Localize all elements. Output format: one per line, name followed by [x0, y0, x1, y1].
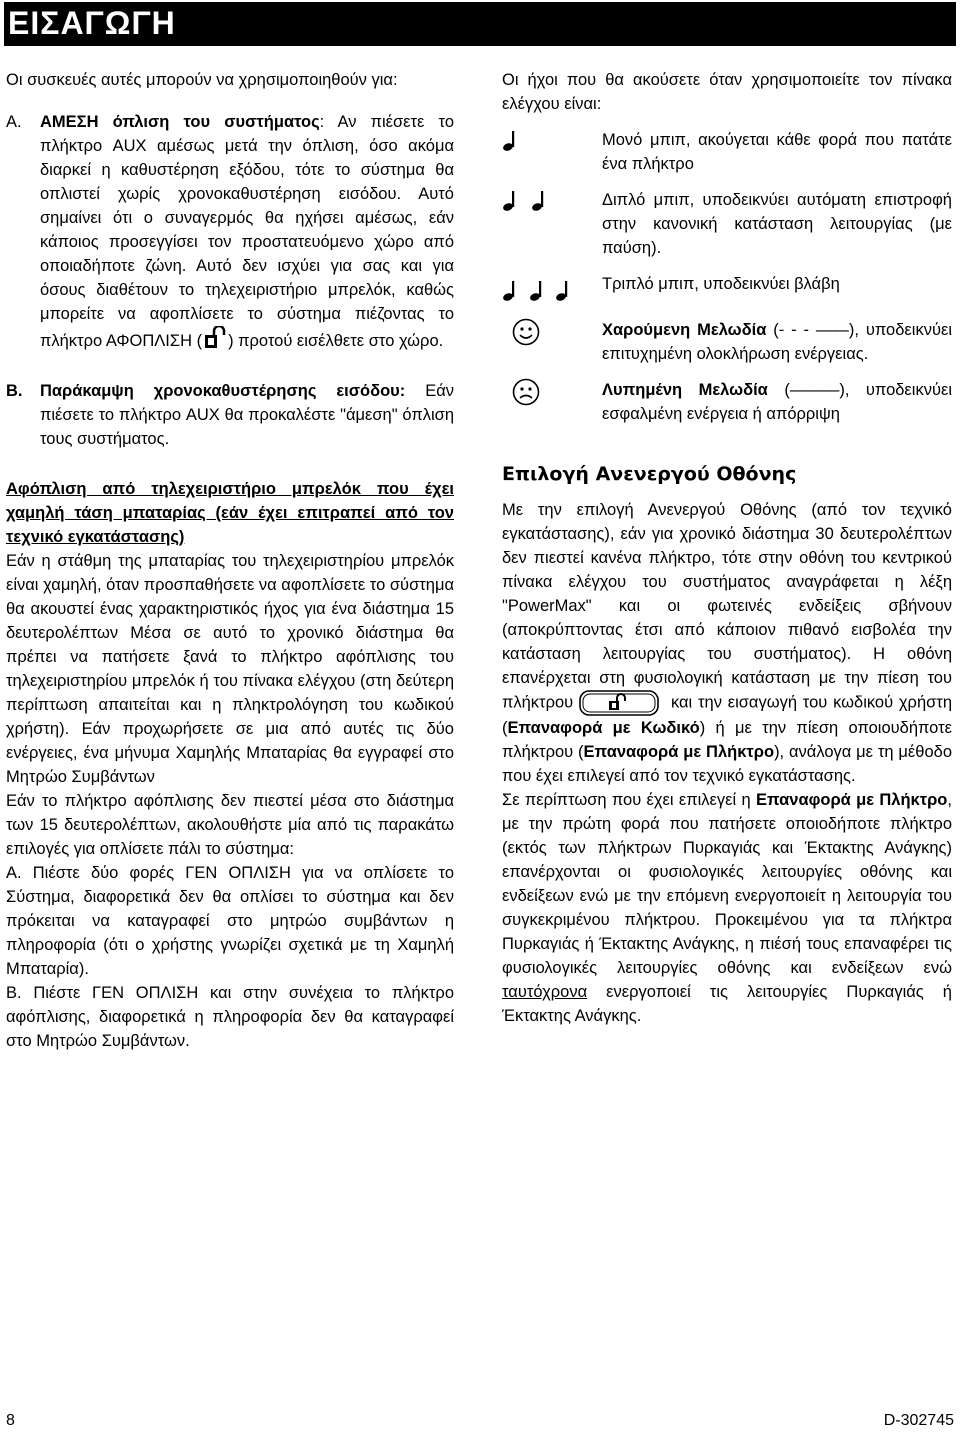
left-intro: Οι συσκευές αυτές μπορούν να χρησιμοποιηθούν για: [6, 71, 398, 89]
double-note-icon [502, 188, 602, 212]
item-a-text: : Αν πιέσετε το πλήκτρο AUX αμέσως μετά την όπλιση, όσο ακόμα διαρκεί η καθυστέρηση εξόδου, τότε το σύστημα θα οπλιστεί χωρίς χρονοκαθυστέρηση εισόδου. Αυτό σημαίνει ότι ο συναγερμός θα ηχήσει αμέσως, εάν κάποιος προσεγγίσει τον προστατευόμενο χώρο από οποιαδήποτε ζώνη. Αυτό δεν ισχύει για σας και για όσους διαθέτουν το τηλεχειριστήριο μπρελόκ, καθώς μπορείτε να αφοπλίσετε το σύστημα πιέζοντας το πλήκτρο ΑΦΟΠΛΙΣΗ ( [40, 113, 454, 350]
section-paragraph-1: Εάν η στάθμη της μπαταρίας του τηλεχειριστηρίου μπρελόκ είναι χαμηλή, όταν προσπαθήσετε να αφοπλίσετε το σύστημα θα ακουστεί ένας χαρακτηριστικός ήχος για ένα διάστημα 15 δευτερολέπτων Μέσα σε αυτό το χρονικό διάστημα θα πρέπει να πατήσετε ξανά το πλήκτρο αφόπλισης του τηλεχειριστηρίου μπρελόκ ή του πίνακα ελέγχου (στη δεύτερη περίπτωση απαιτείται και η πληκτρολόγηση του κωδικού χρήστη). Εάν προχωρήσετε σε μια από αυτές τις δύο ενέργειες, ένα μήνυμα Χαμηλής Μπαταρίας θα εγγραφεί στο Μητρώο Συμβάντων [6, 552, 454, 786]
left-column [6, 68, 454, 1053]
item-a-letter: Α. [6, 113, 22, 131]
item-b-text: Εάν πιέσετε το πλήκτρο AUX θα προκαλέστε "άμεση" όπλιση τους συστήματος. [40, 382, 454, 448]
sad-melody-label: Λυπημένη Μελωδία [602, 381, 768, 399]
item-a-bold: ΑΜΕΣΗ όπλιση του συστήματος [40, 113, 320, 131]
happy-face-icon [512, 318, 540, 346]
blank-display-paragraph-2: Σε περίπτωση που έχει επιλεγεί η Επαναφορά με Πλήκτρο, με την πρώτη φορά που πατήσετε οποιοδήποτε πλήκτρο (εκτός των πλήκτρων Πυρκαγιάς και Έκτακτης Ανάγκης) επανέρχονται οι φυσιολογικές λειτουργίες οθόνης και ενδείξεων ενώ με την επόμενη ενεργοποιείτ η λειτουργία του συγκεκριμένου πλήκτρου. Προκειμένου για τα πλήκτρα Πυρκαγιάς ή Έκτακτης Ανάγκης, η πιέσή τους επαναφέρει τις φυσιολογικές λειτουργίες οθόνης και ενδείξεων ενώ ταυτόχρονα ενεργοποιεί τις λειτουργίες Πυρκαγιάς ή Έκτακτης Ανάγκης. [502, 791, 952, 1025]
sad-face-icon [512, 378, 540, 406]
document-code: D-302745 [883, 1412, 954, 1429]
item-a [6, 110, 454, 353]
disarm-key-icon [579, 690, 659, 716]
single-beep-row [502, 128, 952, 176]
triple-beep-row [502, 272, 952, 302]
item-b-bold: Παράκαμψη χρονοκαθυστέρησης εισόδου: [40, 382, 406, 400]
triple-note-icon [502, 272, 602, 302]
happy-melody-row [502, 318, 952, 366]
page-number: 8 [6, 1412, 15, 1429]
option-b: Β. Πιέστε ΓΕΝ ΟΠΛΙΣΗ και στην συνέχεια το πλήκτρο αφόπλισης, διαφορετικά η πληροφορία δεν θα καταγραφεί στο Μητρώο Συμβάντων. [6, 984, 454, 1050]
right-column [502, 68, 952, 1028]
page-title: ΕΙΣΑΓΩΓΗ [8, 5, 176, 41]
blank-display-paragraph-1: Με την επιλογή Ανενεργού Οθόνης (από τον τεχνικό εγκατάστασης), εάν για χρονικό διάστημα 30 δευτερολέπτων δεν πιεστεί κανένα πλήκτρο, τότε στην οθόνη του κεντρικού πίνακα ελέγχου του συστήματος αναγράφεται η λέξη "PowerMax" και οι φωτεινές ενδείξεις σβήνουν (αποκρύπτοντας έτσι από κάποιον πιθανό εισβολέα την κατάσταση λειτουργίας του συστήματος). Η οθόνη επανέρχεται στη φυσιολογική κατάσταση με την πίεση του πλήκτρου και την εισαγωγή του κωδικού χρήστη (Επαναφορά με Κωδικό) ή με την πίεση οποιουδήποτε πλήκτρου (Επαναφορά με Πλήκτρο), ανάλογα με τη μέθοδο που έχει επιλεγεί από τον τεχνικό εγκατάστασης. [502, 501, 952, 785]
section-paragraph-2: Εάν το πλήκτρο αφόπλισης δεν πιεστεί μέσα στο διάστημα των 15 δευτερολέπτων, ακολουθήστε μία από τις παρακάτω επιλογές για οπλίσετε πάλι το σύστημα: [6, 792, 454, 858]
option-a: Α. Πιέστε δύο φορές ΓΕΝ ΟΠΛΙΣΗ για να οπλίσετε το Σύστημα, διαφορετικά δεν θα οπλίσει το σύστημα και δεν πρόκειται να καταγραφεί στο μητρώο συμβάντων η πληροφορία (ότι ο χρήστης γνωρίζει σχετικά με τη Χαμηλή Μπαταρία). [6, 864, 454, 978]
sad-melody-row [502, 378, 952, 426]
item-b-letter: Β. [6, 382, 23, 400]
blank-display-heading: Επιλογή Ανενεργού Οθόνης [502, 463, 797, 485]
title-bar [4, 2, 956, 46]
sad-melody-text: (———), υποδεικνύει εσφαλμένη ενέργεια ή απόρριψη [602, 381, 952, 423]
happy-melody-text: (- - - ——), υποδεικνύει επιτυχημένη ολοκλήρωση ενέργειας. [602, 321, 952, 363]
item-a-text-end: ) προτού εισέλθετε στο χώρο. [228, 332, 444, 350]
disarm-key-icon [204, 326, 226, 350]
single-beep-text: Μονό μπιπ, ακούγεται κάθε φορά που πατάτε ένα πλήκτρο [602, 131, 952, 173]
section-heading: Αφόπλιση από τηλεχειριστήριο μπρελόκ που έχει χαμηλή τάση μπαταρίας (εάν έχει επιτραπεί από τον τεχνικό εγκατάστασης) [6, 480, 454, 546]
right-intro: Οι ήχοι που θα ακούσετε όταν χρησιμοποιείτε τον πίνακα ελέγχου είναι: [502, 71, 952, 113]
happy-melody-label: Χαρούμενη Μελωδία [602, 321, 767, 339]
double-beep-row [502, 188, 952, 260]
item-b [6, 379, 454, 451]
triple-beep-text: Τριπλό μπιπ, υποδεικνύει βλάβη [602, 275, 840, 293]
double-beep-text: Διπλό μπιπ, υποδεικνύει αυτόματη επιστροφή στην κανονική κατάσταση λειτουργίας (με παύση). [602, 191, 952, 257]
single-note-icon [502, 128, 602, 152]
